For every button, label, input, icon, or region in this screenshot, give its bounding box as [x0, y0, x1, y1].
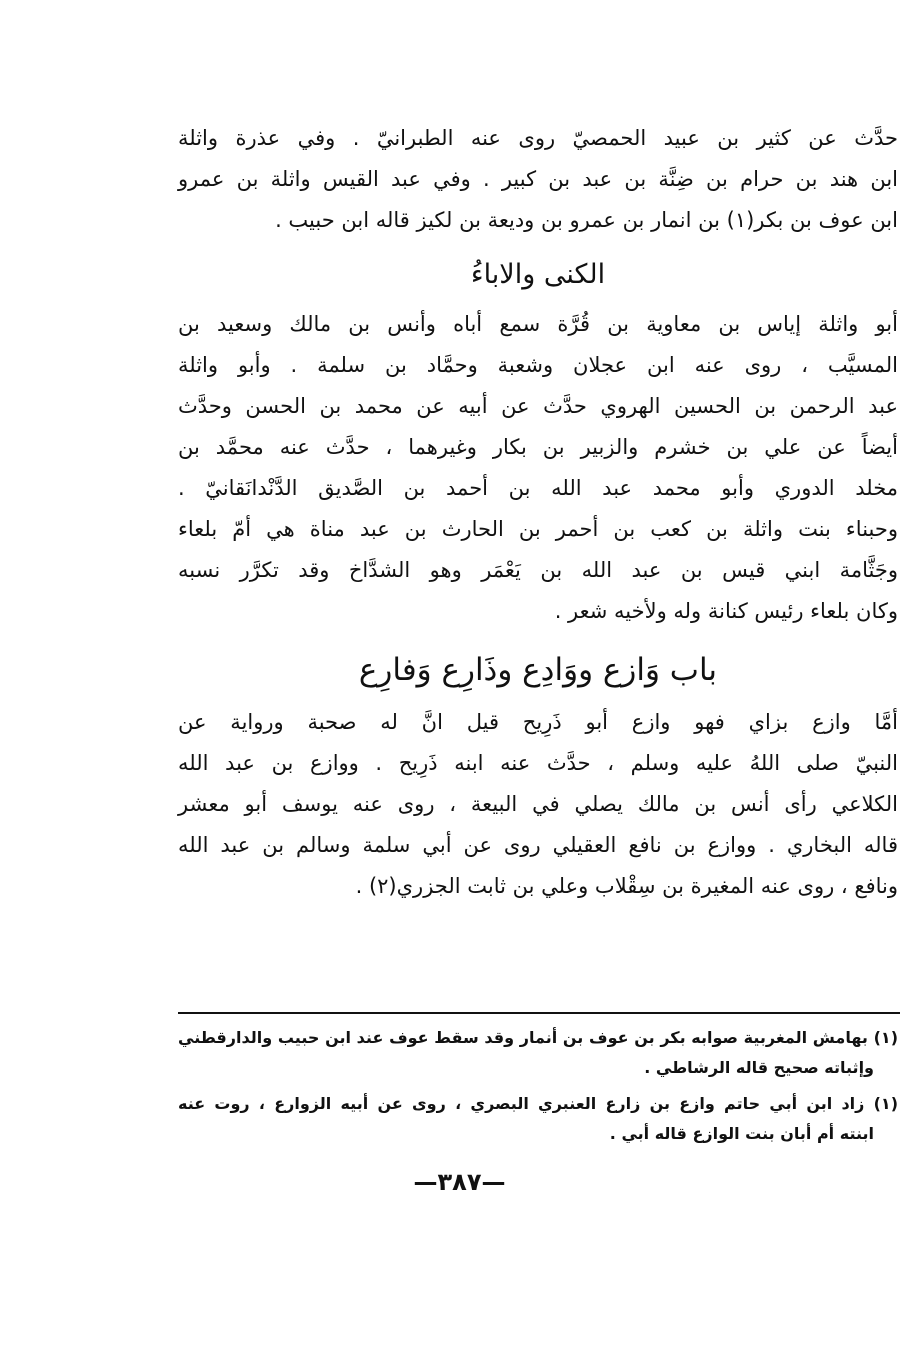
text-line: وكان بلعاء رئيس كنانة وله ولأخيه شعر .	[554, 599, 898, 623]
text-line: عبد الرحمن بن الحسين الهروي حدَّث عن أبيه عن محمد بن الحسن وحدَّث	[178, 394, 898, 418]
text-line: قاله البخاري . ووازع بن نافع العقيلي روى عن أبي سلمة وسالم بن عبد الله	[178, 833, 898, 857]
footnote-line: (١) بهامش المغربية صوابه بكر بن عوف بن أنمار وقد سقط عوف عند ابن حبيب والدارقطني	[178, 1028, 898, 1047]
text-line: ابن هند بن حرام بن ضِنَّة بن عبد بن كبير . وفي عبد القيس واثلة بن عمرو	[178, 167, 898, 191]
text-line: النبيّ صلى اللهُ عليه وسلم ، حدَّث عنه ابنه ذَرِيح . ووازع بن عبد الله	[178, 751, 898, 775]
intro-paragraph	[178, 118, 898, 241]
footnote-line: ابنته أم أبان بنت الوازع قاله أبي .	[609, 1124, 874, 1143]
footnote-line: (١) زاد ابن أبي حاتم وازع بن زارع العنبري البصري ، روى عن أبيه الزوارع ، روت عنه	[178, 1094, 898, 1113]
text-line: أيضاً عن علي بن خشرم والزبير بن بكار وغيرهما ، حدَّث عنه محمَّد بن	[178, 435, 898, 459]
text-line: المسيَّب ، روى عنه ابن عجلان وشعبة وحمَّاد بن سلمة . وأبو واثلة	[178, 353, 898, 377]
footnote-divider	[178, 1012, 900, 1014]
page-number: —٣٨٧—	[413, 1168, 506, 1196]
footnote-2	[178, 1089, 898, 1149]
text-line: مخلد الدوري وأبو محمد عبد الله بن أحمد بن الصَّديق الدَّنْدانَقانيّ .	[178, 476, 898, 500]
footnotes	[178, 1023, 898, 1149]
text-line: وحبناء بنت واثلة بن كعب بن أحمر بن الحارث بن عبد مناة هي أمّ بلعاء	[178, 517, 898, 541]
text-line: وجَثَّامة ابني قيس بن عبد الله بن يَعْمَر وهو الشدَّاخ وقد تكرَّر نسبه	[178, 558, 898, 582]
section-wazi-paragraph	[178, 702, 898, 907]
text-line: حدَّث عن كثير بن عبيد الحمصيّ روى عنه الطبرانيّ . وفي عذرة واثلة	[178, 126, 898, 150]
text-line: أمَّا وازع بزاي فهو وازع أبو ذَرِيح قيل انَّ له صحبة ورواية عن	[178, 710, 898, 734]
text-line: ونافع ، روى عنه المغيرة بن سِقْلاب وعلي بن ثابت الجزري(٢) .	[355, 874, 898, 898]
page-body	[178, 118, 898, 907]
section-kuna-paragraph	[178, 304, 898, 632]
text-line: ابن عوف بن بكر(١) بن انمار بن عمرو بن وديعة بن لكيز قاله ابن حبيب .	[275, 208, 898, 232]
section-heading-kuna: الكنى والاباءُ	[470, 259, 606, 290]
footnote-1	[178, 1023, 898, 1083]
text-line: الكلاعي رأى أنس بن مالك يصلي في البيعة ، روى عنه يوسف أبو معشر	[178, 792, 898, 816]
footnote-line: وإثباته صحيح قاله الرشاطي .	[644, 1058, 874, 1077]
text-line: أبو واثلة إياس بن معاوية بن قُرَّة سمع أباه وأنس بن مالك وسعيد بن	[178, 312, 898, 336]
section-heading-wazi: باب وَازع ووَادِع وذَارِع وَفارِع	[358, 652, 718, 688]
